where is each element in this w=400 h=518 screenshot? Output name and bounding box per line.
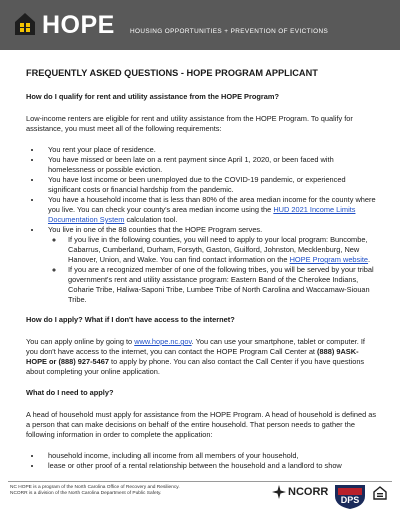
documents-list bbox=[26, 451, 378, 471]
sublist-item: ◦ If you are a recognized member of one of the following tribes, you will be served by your tribal government's rent and utility assistance program: Eastern Band of the Cherokee Indians, Coharie Tribe, Haliwa-Saponi Tribe, Lumbee Tribe of North Carolina and Waccamaw-Siouan Tribe. bbox=[64, 265, 378, 305]
list-item: • You rent your place of residence. bbox=[42, 145, 378, 155]
local-program-text-end: . bbox=[368, 255, 371, 264]
apply-text: You can apply online by going to bbox=[26, 337, 135, 346]
question-apply: How do I apply? What if I don't have access to the internet? bbox=[26, 315, 235, 324]
document-body bbox=[26, 60, 378, 481]
call-center-phone: (888) 9ASK-HOPE or (888) 927-5467 bbox=[26, 347, 359, 366]
hope-url-link[interactable]: www.hope.nc.gov bbox=[134, 337, 192, 346]
counties-sublist bbox=[48, 235, 378, 305]
ncorr-logo bbox=[272, 485, 328, 499]
footer-line: NCORR is a division of the North Carolina Department of Public Safety. bbox=[10, 491, 162, 496]
hud-income-link[interactable]: HUD 2021 Income Limits Documentation System bbox=[48, 205, 356, 224]
list-item bbox=[42, 195, 378, 225]
list-item: • You have missed or been late on a rent payment since April 1, 2020, or been faced with homelessness or possible eviction. bbox=[42, 155, 378, 175]
dps-logo-icon bbox=[333, 482, 367, 510]
requirements-list bbox=[26, 145, 378, 305]
need-answer: A head of household must apply for assistance from the HOPE Program. A head of household is defined as a person that can make decisions on behalf of the entire household. That person needs to gather the following information in order to complete the application: bbox=[26, 410, 377, 439]
page-title: FREQUENTLY ASKED QUESTIONS - HOPE PROGRAM APPLICANT bbox=[26, 68, 318, 78]
list-item: • lease or other proof of a rental relationship between the household and a landlord to show bbox=[42, 461, 378, 471]
income-text-end: calculation tool. bbox=[124, 215, 178, 224]
sublist-item bbox=[64, 235, 378, 265]
footer-note bbox=[10, 485, 180, 497]
list-item bbox=[42, 225, 378, 305]
local-program-text: If you live in the following counties, you will need to apply to your local program: Buncombe, Cabarrus, Cumberland, Durham, Forsyth, Gaston, Guilford, Johnston, Mecklenburg, New Hanover, Union, and Wake. You can find contact information on the bbox=[68, 235, 368, 264]
income-text: You have a household income that is less than 80% of the area median income for the county where you live. You can check your county's area median income using the bbox=[48, 195, 376, 214]
equal-housing-icon bbox=[373, 486, 387, 500]
footer-line: NC HOPE is a program of the North Carolina Office of Recovery and Resiliency. bbox=[10, 485, 180, 490]
apply-text-mid: . You can use your smartphone, tablet or computer. If you don't have access to the internet, you can contact the HOPE Program Call Center at bbox=[26, 337, 365, 356]
ncorr-label: NCORR bbox=[288, 486, 329, 498]
apply-text-end: to apply by phone. You can also contact the Call Center if you have questions about completing your online application. bbox=[26, 357, 365, 376]
header-tagline: HOUSING OPPORTUNITIES + PREVENTION OF EVICTIONS bbox=[130, 28, 329, 35]
dps-label: DPS bbox=[340, 495, 360, 505]
list-item: • household income, including all income from all members of your household, bbox=[42, 451, 378, 461]
apply-answer bbox=[26, 337, 378, 377]
question-need: What do I need to apply? bbox=[26, 388, 114, 397]
qualify-intro: Low-income renters are eligible for rent and utility assistance from the HOPE Program. To qualify for assistance, you must meet all of the following requirements: bbox=[26, 114, 353, 133]
hope-website-link[interactable]: HOPE Program website bbox=[289, 255, 369, 264]
hope-logo: HOPE bbox=[42, 11, 115, 39]
header-banner bbox=[0, 0, 400, 50]
house-icon bbox=[14, 12, 36, 36]
list-item: • You have lost income or been unemployed due to the COVID-19 pandemic, or experienced significant costs or financial hardship from the pandemic. bbox=[42, 175, 378, 195]
question-qualify: How do I qualify for rent and utility assistance from the HOPE Program? bbox=[26, 92, 279, 101]
counties-text: You live in one of the 88 counties that the HOPE Program serves. bbox=[48, 225, 263, 234]
ncorr-star-icon bbox=[272, 485, 286, 499]
